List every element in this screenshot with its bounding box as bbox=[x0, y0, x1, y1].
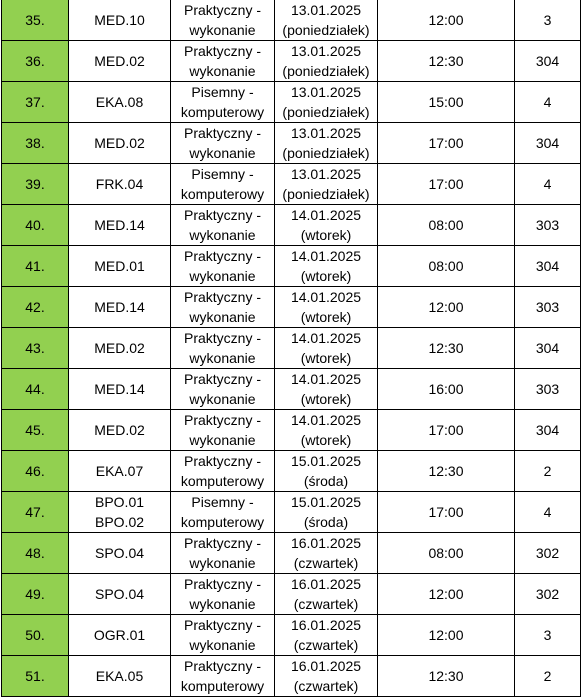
exam-date: 14.01.2025 bbox=[290, 248, 362, 264]
qualification-code: MED.02 bbox=[94, 340, 145, 356]
exam-type-line: wykonanie bbox=[189, 227, 256, 243]
exam-date: 13.01.2025 bbox=[290, 166, 362, 182]
exam-type-cell bbox=[171, 82, 275, 123]
exam-type-line: Pisemny - bbox=[191, 84, 254, 100]
exam-type-line: wykonanie bbox=[189, 63, 256, 79]
exam-type-line: wykonanie bbox=[189, 555, 256, 571]
qualification-code-cell bbox=[69, 123, 171, 164]
exam-date-cell bbox=[275, 123, 378, 164]
exam-room-cell: 302 bbox=[515, 574, 581, 615]
exam-date-cell bbox=[275, 287, 378, 328]
qualification-code-cell bbox=[69, 451, 171, 492]
qualification-code-cell bbox=[69, 0, 171, 41]
exam-type-line: Praktyczny - bbox=[183, 617, 261, 633]
qualification-code-cell bbox=[69, 656, 171, 697]
exam-weekday: (środa) bbox=[303, 473, 349, 489]
qualification-code: MED.10 bbox=[94, 12, 145, 28]
qualification-code-cell bbox=[69, 328, 171, 369]
exam-type-line: Praktyczny - bbox=[183, 289, 261, 305]
table-row bbox=[2, 615, 581, 656]
exam-weekday: (wtorek) bbox=[300, 268, 352, 284]
exam-date-cell bbox=[275, 656, 378, 697]
exam-date-cell bbox=[275, 328, 378, 369]
row-number-cell: 48. bbox=[2, 533, 69, 574]
row-number-cell: 51. bbox=[2, 656, 69, 697]
exam-type-cell bbox=[171, 246, 275, 287]
exam-type-cell bbox=[171, 41, 275, 82]
exam-type-line: wykonanie bbox=[189, 637, 256, 653]
exam-type-line: Praktyczny - bbox=[183, 207, 261, 223]
exam-weekday: (wtorek) bbox=[300, 309, 352, 325]
row-number-cell: 40. bbox=[2, 205, 69, 246]
qualification-code: EKA.08 bbox=[95, 94, 144, 110]
exam-date-cell bbox=[275, 246, 378, 287]
qualification-code: EKA.07 bbox=[95, 463, 144, 479]
qualification-code-cell bbox=[69, 82, 171, 123]
exam-room-cell: 4 bbox=[515, 492, 581, 533]
row-number-cell: 42. bbox=[2, 287, 69, 328]
exam-date: 16.01.2025 bbox=[290, 658, 362, 674]
exam-weekday: (środa) bbox=[303, 514, 349, 530]
exam-time-cell: 17:00 bbox=[378, 123, 515, 164]
exam-date: 14.01.2025 bbox=[290, 330, 362, 346]
exam-date-cell bbox=[275, 574, 378, 615]
exam-weekday: (wtorek) bbox=[300, 350, 352, 366]
row-number-cell: 41. bbox=[2, 246, 69, 287]
table-row bbox=[2, 123, 581, 164]
exam-weekday: (wtorek) bbox=[300, 391, 352, 407]
exam-type-line: komputerowy bbox=[180, 473, 265, 489]
exam-type-cell bbox=[171, 328, 275, 369]
row-number-cell: 38. bbox=[2, 123, 69, 164]
exam-date: 14.01.2025 bbox=[290, 371, 362, 387]
table-row bbox=[2, 533, 581, 574]
exam-type-line: wykonanie bbox=[189, 145, 256, 161]
exam-type-cell bbox=[171, 369, 275, 410]
qualification-code-cell bbox=[69, 615, 171, 656]
qualification-code: OGR.01 bbox=[93, 627, 146, 643]
table-row bbox=[2, 574, 581, 615]
exam-type-cell bbox=[171, 574, 275, 615]
table-row bbox=[2, 656, 581, 697]
exam-schedule-table bbox=[1, 0, 581, 697]
exam-date-cell bbox=[275, 205, 378, 246]
row-number-cell: 37. bbox=[2, 82, 69, 123]
exam-type-line: Praktyczny - bbox=[183, 248, 261, 264]
exam-type-line: Praktyczny - bbox=[183, 535, 261, 551]
exam-time-cell: 16:00 bbox=[378, 369, 515, 410]
exam-weekday: (poniedziałek) bbox=[282, 104, 370, 120]
row-number-cell: 44. bbox=[2, 369, 69, 410]
table-row bbox=[2, 492, 581, 533]
exam-time-cell: 17:00 bbox=[378, 492, 515, 533]
exam-weekday: (poniedziałek) bbox=[282, 145, 370, 161]
exam-room-cell: 4 bbox=[515, 164, 581, 205]
exam-date-cell bbox=[275, 533, 378, 574]
exam-type-line: Praktyczny - bbox=[183, 576, 261, 592]
exam-type-line: Praktyczny - bbox=[183, 453, 261, 469]
row-number-cell: 46. bbox=[2, 451, 69, 492]
exam-weekday: (wtorek) bbox=[300, 432, 352, 448]
table-row bbox=[2, 164, 581, 205]
exam-date: 14.01.2025 bbox=[290, 207, 362, 223]
exam-type-line: komputerowy bbox=[180, 678, 265, 694]
exam-room-cell: 304 bbox=[515, 410, 581, 451]
exam-type-line: wykonanie bbox=[189, 268, 256, 284]
table-row bbox=[2, 410, 581, 451]
table-row bbox=[2, 328, 581, 369]
exam-date: 15.01.2025 bbox=[290, 453, 362, 469]
exam-time-cell: 17:00 bbox=[378, 410, 515, 451]
row-number-cell: 47. bbox=[2, 492, 69, 533]
exam-type-cell bbox=[171, 205, 275, 246]
exam-date: 13.01.2025 bbox=[290, 43, 362, 59]
exam-room-cell: 4 bbox=[515, 82, 581, 123]
exam-room-cell: 304 bbox=[515, 246, 581, 287]
exam-weekday: (poniedziałek) bbox=[282, 22, 370, 38]
qualification-code: MED.02 bbox=[94, 422, 145, 438]
exam-type-cell bbox=[171, 164, 275, 205]
exam-weekday: (czwartek) bbox=[293, 678, 359, 694]
exam-weekday: (poniedziałek) bbox=[282, 63, 370, 79]
table-row bbox=[2, 451, 581, 492]
row-number-cell: 39. bbox=[2, 164, 69, 205]
exam-date-cell bbox=[275, 0, 378, 41]
table-row bbox=[2, 82, 581, 123]
exam-type-cell bbox=[171, 287, 275, 328]
table-row bbox=[2, 369, 581, 410]
qualification-code: MED.14 bbox=[94, 299, 145, 315]
exam-room-cell: 3 bbox=[515, 0, 581, 41]
row-number-cell: 45. bbox=[2, 410, 69, 451]
exam-time-cell: 12:00 bbox=[378, 287, 515, 328]
exam-time-cell: 12:30 bbox=[378, 328, 515, 369]
exam-time-cell: 08:00 bbox=[378, 205, 515, 246]
exam-type-line: wykonanie bbox=[189, 432, 256, 448]
qualification-code-cell bbox=[69, 574, 171, 615]
exam-room-cell: 3 bbox=[515, 615, 581, 656]
exam-type-line: wykonanie bbox=[189, 22, 256, 38]
exam-time-cell: 12:30 bbox=[378, 41, 515, 82]
exam-type-line: Praktyczny - bbox=[183, 330, 261, 346]
row-number-cell: 35. bbox=[2, 0, 69, 41]
exam-time-cell: 08:00 bbox=[378, 533, 515, 574]
qualification-code: MED.14 bbox=[94, 217, 145, 233]
exam-room-cell: 304 bbox=[515, 41, 581, 82]
exam-weekday: (poniedziałek) bbox=[282, 186, 370, 202]
exam-type-line: Praktyczny - bbox=[183, 658, 261, 674]
exam-type-line: Pisemny - bbox=[191, 494, 254, 510]
qualification-code-cell bbox=[69, 41, 171, 82]
exam-weekday: (wtorek) bbox=[300, 227, 352, 243]
qualification-code: MED.02 bbox=[94, 135, 145, 151]
exam-weekday: (czwartek) bbox=[293, 637, 359, 653]
exam-date: 15.01.2025 bbox=[290, 494, 362, 510]
exam-date-cell bbox=[275, 615, 378, 656]
exam-type-line: komputerowy bbox=[180, 186, 265, 202]
qualification-code-cell bbox=[69, 164, 171, 205]
exam-type-line: wykonanie bbox=[189, 596, 256, 612]
qualification-code-cell bbox=[69, 369, 171, 410]
exam-date-cell bbox=[275, 492, 378, 533]
exam-time-cell: 12:00 bbox=[378, 0, 515, 41]
exam-type-line: wykonanie bbox=[189, 350, 256, 366]
exam-type-cell bbox=[171, 123, 275, 164]
exam-type-line: Praktyczny - bbox=[183, 125, 261, 141]
exam-room-cell: 2 bbox=[515, 656, 581, 697]
exam-type-cell bbox=[171, 451, 275, 492]
exam-type-line: Praktyczny - bbox=[183, 412, 261, 428]
exam-date: 14.01.2025 bbox=[290, 412, 362, 428]
exam-date-cell bbox=[275, 164, 378, 205]
exam-date: 16.01.2025 bbox=[290, 617, 362, 633]
exam-type-cell bbox=[171, 533, 275, 574]
exam-type-cell bbox=[171, 615, 275, 656]
exam-date: 13.01.2025 bbox=[290, 84, 362, 100]
table-row bbox=[2, 205, 581, 246]
exam-date-cell bbox=[275, 41, 378, 82]
row-number-cell: 36. bbox=[2, 41, 69, 82]
exam-time-cell: 12:30 bbox=[378, 656, 515, 697]
qualification-code: MED.01 bbox=[94, 258, 145, 274]
exam-date: 16.01.2025 bbox=[290, 576, 362, 592]
exam-date-cell bbox=[275, 451, 378, 492]
table-row bbox=[2, 246, 581, 287]
row-number-cell: 43. bbox=[2, 328, 69, 369]
table-row bbox=[2, 0, 581, 41]
qualification-code-cell bbox=[69, 205, 171, 246]
qualification-code-cell bbox=[69, 492, 171, 533]
exam-room-cell: 302 bbox=[515, 533, 581, 574]
exam-time-cell: 08:00 bbox=[378, 246, 515, 287]
exam-type-line: komputerowy bbox=[180, 514, 265, 530]
exam-date-cell bbox=[275, 410, 378, 451]
qualification-code: SPO.04 bbox=[94, 545, 145, 561]
qualification-code: MED.14 bbox=[94, 381, 145, 397]
qualification-code: FRK.04 bbox=[95, 176, 144, 192]
exam-type-cell bbox=[171, 0, 275, 41]
exam-room-cell: 304 bbox=[515, 328, 581, 369]
exam-type-cell bbox=[171, 656, 275, 697]
exam-type-cell bbox=[171, 492, 275, 533]
row-number-cell: 50. bbox=[2, 615, 69, 656]
exam-type-line: wykonanie bbox=[189, 391, 256, 407]
exam-time-cell: 12:00 bbox=[378, 615, 515, 656]
qualification-code-cell bbox=[69, 410, 171, 451]
exam-time-cell: 12:00 bbox=[378, 574, 515, 615]
exam-type-line: Praktyczny - bbox=[183, 371, 261, 387]
qualification-code: BPO.01 bbox=[94, 494, 145, 510]
exam-date: 14.01.2025 bbox=[290, 289, 362, 305]
exam-date-cell bbox=[275, 82, 378, 123]
exam-weekday: (czwartek) bbox=[293, 555, 359, 571]
qualification-code-cell bbox=[69, 533, 171, 574]
exam-time-cell: 17:00 bbox=[378, 164, 515, 205]
exam-time-cell: 15:00 bbox=[378, 82, 515, 123]
qualification-code: BPO.02 bbox=[94, 514, 145, 530]
qualification-code: SPO.04 bbox=[94, 586, 145, 602]
exam-weekday: (czwartek) bbox=[293, 596, 359, 612]
row-number-cell: 49. bbox=[2, 574, 69, 615]
exam-time-cell: 12:30 bbox=[378, 451, 515, 492]
exam-type-line: komputerowy bbox=[180, 104, 265, 120]
exam-room-cell: 303 bbox=[515, 205, 581, 246]
exam-room-cell: 2 bbox=[515, 451, 581, 492]
exam-type-line: Praktyczny - bbox=[183, 2, 261, 18]
qualification-code-cell bbox=[69, 246, 171, 287]
qualification-code-cell bbox=[69, 287, 171, 328]
exam-date: 13.01.2025 bbox=[290, 2, 362, 18]
exam-type-line: Praktyczny - bbox=[183, 43, 261, 59]
qualification-code: EKA.05 bbox=[95, 668, 144, 684]
table-row bbox=[2, 287, 581, 328]
exam-room-cell: 304 bbox=[515, 123, 581, 164]
exam-date-cell bbox=[275, 369, 378, 410]
exam-type-line: Pisemny - bbox=[191, 166, 254, 182]
exam-date: 13.01.2025 bbox=[290, 125, 362, 141]
table-row bbox=[2, 41, 581, 82]
schedule-body bbox=[2, 0, 581, 697]
exam-type-cell bbox=[171, 410, 275, 451]
exam-room-cell: 303 bbox=[515, 287, 581, 328]
exam-type-line: wykonanie bbox=[189, 309, 256, 325]
exam-room-cell: 303 bbox=[515, 369, 581, 410]
qualification-code: MED.02 bbox=[94, 53, 145, 69]
exam-date: 16.01.2025 bbox=[290, 535, 362, 551]
